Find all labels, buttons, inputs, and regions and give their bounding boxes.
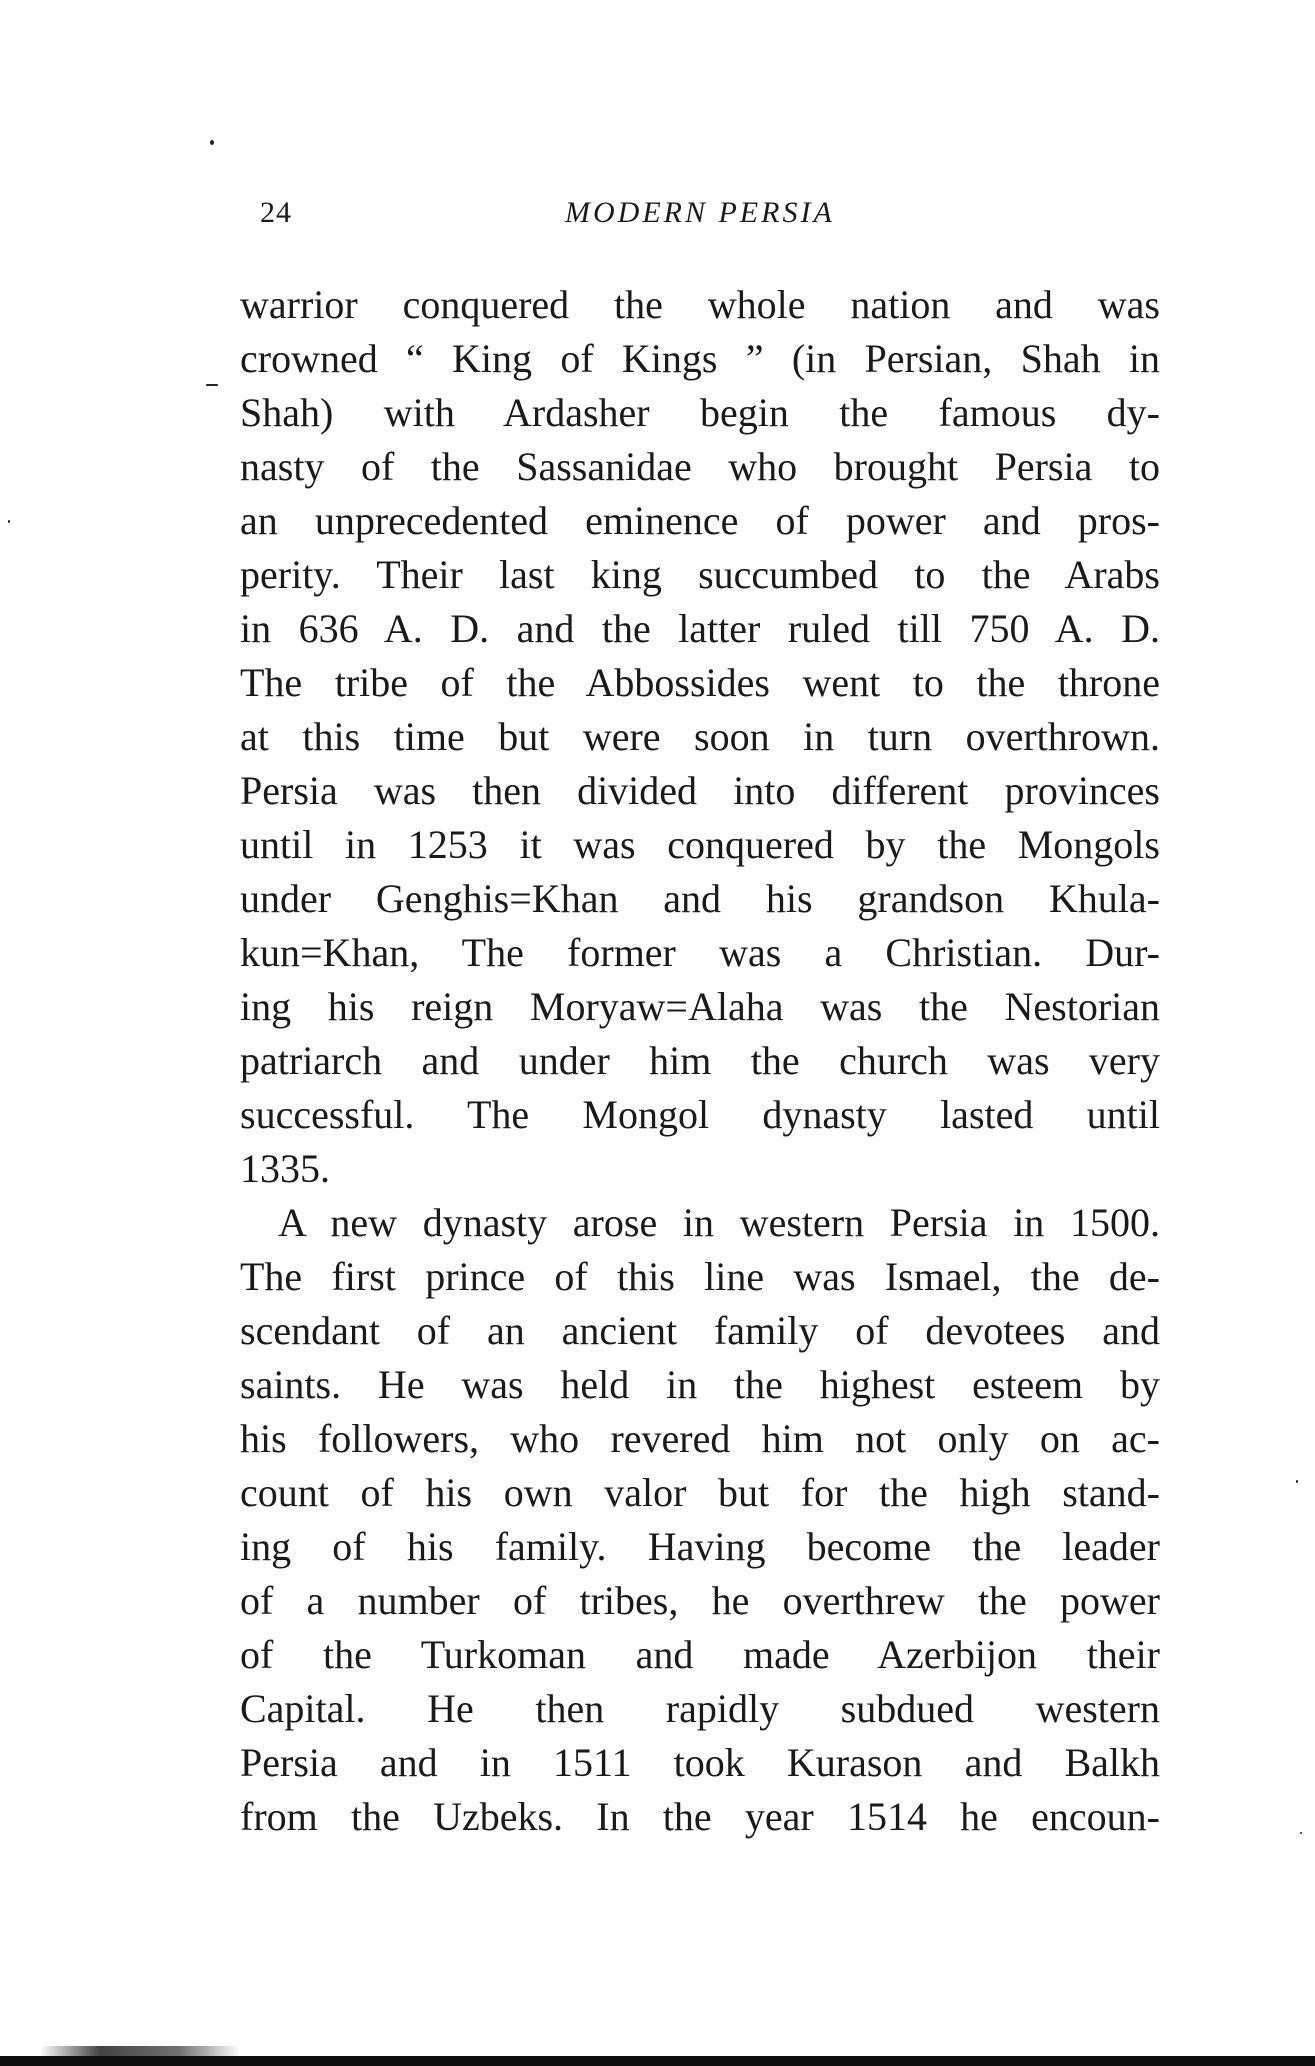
scan-edge: [0, 2056, 1315, 2066]
text-line: patriarch and under him the church was very: [240, 1038, 1160, 1083]
text-line: Shah) with Ardasher begin the famous dy-: [240, 390, 1160, 435]
text-line: of the Turkoman and made Azerbijon their: [240, 1632, 1160, 1677]
paragraph-2: [240, 1196, 1160, 1844]
text-line: count of his own valor but for the high stand-: [240, 1470, 1160, 1515]
text-line: The tribe of the Abbossides went to the throne: [240, 660, 1160, 705]
text-line: Persia was then divided into different provinces: [240, 768, 1160, 813]
text-line: from the Uzbeks. In the year 1514 he encoun-: [240, 1794, 1160, 1839]
scan-speck: [206, 384, 218, 386]
text-line: warrior conquered the whole nation and was: [240, 282, 1160, 327]
text-line: ing his reign Moryaw=Alaha was the Nestorian: [240, 984, 1160, 1029]
paragraph-1: [240, 278, 1160, 1196]
body-text: [240, 278, 1160, 1844]
text-line: at this time but were soon in turn overthrown.: [240, 714, 1160, 759]
running-head: MODERN PERSIA: [565, 196, 835, 229]
scan-speck: [210, 140, 214, 145]
text-line: A new dynasty arose in western Persia in 1500.: [278, 1200, 1160, 1245]
text-line: Persia and in 1511 took Kurason and Balkh: [240, 1740, 1160, 1785]
text-line: ing of his family. Having become the leader: [240, 1524, 1160, 1569]
text-line: of a number of tribes, he overthrew the power: [240, 1578, 1160, 1623]
page-number: 24: [260, 196, 292, 229]
text-line: perity. Their last king succumbed to the Arabs: [240, 552, 1160, 597]
text-line: saints. He was held in the highest esteem by: [240, 1362, 1160, 1407]
text-line: crowned “ King of Kings ” (in Persian, Shah in: [240, 336, 1160, 381]
page-header: [260, 196, 1160, 240]
text-line: The first prince of this line was Ismael, the de-: [240, 1254, 1160, 1299]
text-line: an unprecedented eminence of power and pros-: [240, 498, 1160, 543]
text-line: Capital. He then rapidly subdued western: [240, 1686, 1160, 1731]
text-line: in 636 A. D. and the latter ruled till 750 A. D.: [240, 606, 1160, 651]
text-line: successful. The Mongol dynasty lasted until: [240, 1092, 1160, 1137]
text-line: under Genghis=Khan and his grandson Khula-: [240, 876, 1160, 921]
text-line: 1335.: [240, 1146, 330, 1191]
text-line: scendant of an ancient family of devotees and: [240, 1308, 1160, 1353]
scan-speck: [8, 520, 10, 523]
scan-speck: [1296, 1480, 1298, 1483]
scan-speck: [1300, 1832, 1302, 1834]
text-line: until in 1253 it was conquered by the Mongols: [240, 822, 1160, 867]
text-line: his followers, who revered him not only on ac-: [240, 1416, 1160, 1461]
text-line: nasty of the Sassanidae who brought Persia to: [240, 444, 1160, 489]
text-line: kun=Khan, The former was a Christian. Dur-: [240, 930, 1160, 975]
